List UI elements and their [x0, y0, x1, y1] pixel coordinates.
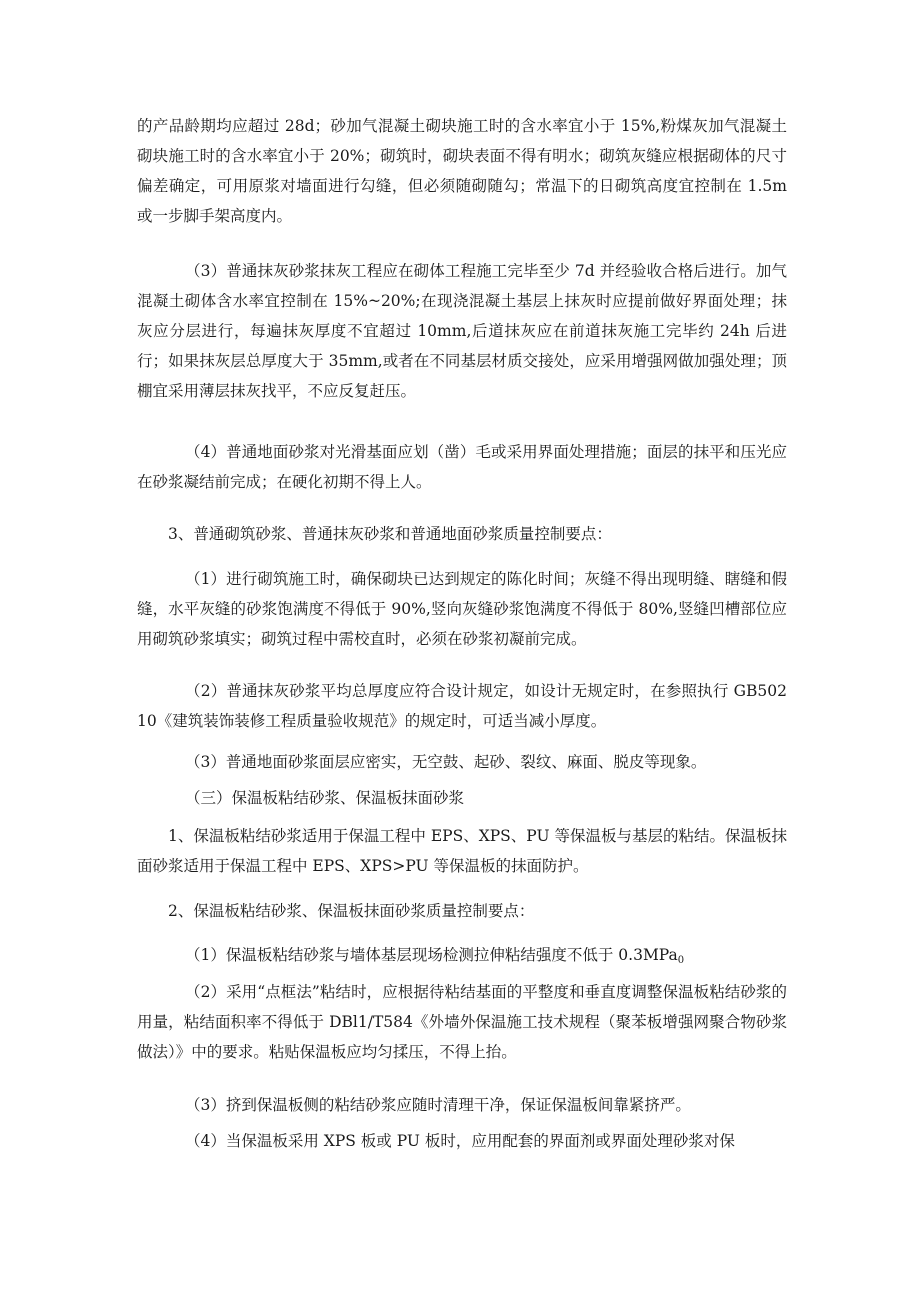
paragraph-2: （3）普通抹灰砂浆抹灰工程应在砌体工程施工完毕至少 7d 并经验收合格后进行。加气混凝土砌体含水率宜控制在 15%~20%;在现浇混凝土基层上抹灰时应提前做好界面处理；抹灰应分层进行，每遍抹灰厚度不宜超过 10mm,后道抹灰应在前道抹灰施工完毕约 24h 后进行；如果抹灰层总厚度大于 35mm,或者在不同基层材质交接处，应采用增强网做加强处理；顶棚宜采用薄层抹灰找平，不应反复赶压。 [137, 262, 787, 400]
paragraph-9: 2、保温板粘结砂浆、保温板抹面砂浆质量控制要点： [168, 902, 535, 920]
paragraph-10-subscript: 0 [677, 955, 685, 966]
section-heading: （三）保温板粘结砂浆、保温板抹面砂浆 [185, 789, 465, 807]
paragraph-4: 3、普通砌筑砂浆、普通抹灰砂浆和普通地面砂浆质量控制要点： [168, 525, 612, 543]
paragraph-13: （4）当保温板采用 XPS 板或 PU 板时，应用配套的界面剂或界面处理砂浆对保 [185, 1132, 735, 1150]
paragraph-6: （2）普通抹灰砂浆平均总厚度应符合设计规定，如设计无规定时，在参照执行 GB50210《建筑装饰装修工程质量验收规范》的规定时，可适当减小厚度。 [137, 682, 787, 730]
paragraph-12: （3）挤到保温板侧的粘结砂浆应随时清理干净，保证保温板间靠紧挤严。 [185, 1096, 691, 1114]
paragraph-5: （1）进行砌筑施工时，确保砌块已达到规定的陈化时间；灰缝不得出现明缝、瞎缝和假缝，水平灰缝的砂浆饱满度不得低于 90%,竖向灰缝砂浆饱满度不得低于 80%,竖缝凹槽部位应用砌筑砂浆填实；砌筑过程中需校直时，必须在砂浆初凝前完成。 [137, 570, 787, 648]
paragraph-10-text: （1）保温板粘结砂浆与墙体基层现场检测拉伸粘结强度不低于 0.3MPa [185, 946, 678, 964]
paragraph-11: （2）采用“点框法”粘结时，应根据待粘结基面的平整度和垂直度调整保温板粘结砂浆的用量，粘结面积率不得低于 DBl1/T584《外墙外保温施工技术规程（聚苯板增强网聚合物砂浆做法）》中的要求。粘贴保温板应均匀揉压，不得上抬。 [137, 983, 787, 1061]
paragraph-8: 1、保温板粘结砂浆适用于保温工程中 EPS、XPS、PU 等保温板与基层的粘结。保温板抹面砂浆适用于保温工程中 EPS、XPS>PU 等保温板的抹面防护。 [137, 827, 787, 875]
paragraph-10 [137, 940, 787, 976]
paragraph-7: （3）普通地面砂浆面层应密实，无空鼓、起砂、裂纹、麻面、脱皮等现象。 [185, 753, 707, 771]
paragraph-1: 的产品龄期均应超过 28d；砂加气混凝土砌块施工时的含水率宜小于 15%,粉煤灰加气混凝土砌块施工时的含水率宜小于 20%；砌筑时，砌块表面不得有明水；砌筑灰缝应根据砌体的尺寸偏差确定，可用原浆对墙面进行勾缝，但必须随砌随勾；常温下的日砌筑高度宜控制在 1.5m 或一步脚手架高度内。 [137, 117, 787, 225]
paragraph-3: （4）普通地面砂浆对光滑基面应划（凿）毛或采用界面处理措施；面层的抹平和压光应在砂浆凝结前完成；在硬化初期不得上人。 [137, 443, 787, 491]
